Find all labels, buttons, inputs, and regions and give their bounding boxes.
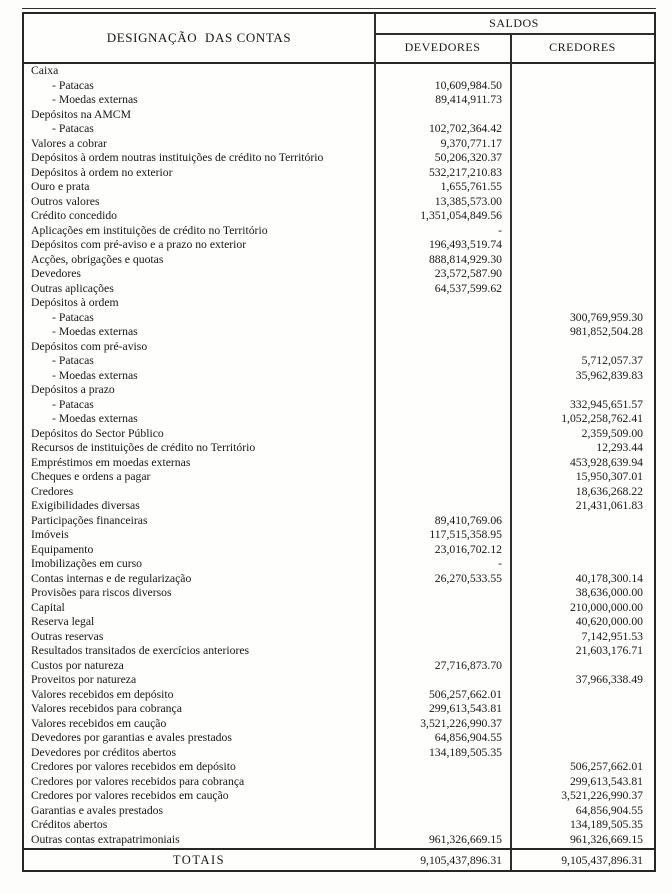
credores-value: 37,966,338.49 [575, 673, 643, 686]
credores-value: 21,603,176.71 [575, 644, 643, 657]
account-label: Outras reservas [31, 629, 104, 643]
devedores-value: 89,414,911.73 [435, 93, 502, 106]
devedores-value [374, 586, 510, 601]
devedores-value: 1,655,761.55 [440, 180, 502, 193]
table-row [24, 746, 654, 761]
credores-value [510, 340, 654, 355]
devedores-value: - [498, 223, 502, 237]
account-label: Equipamento [31, 542, 94, 556]
devedores-value: 10,609,984.50 [434, 78, 502, 92]
credores-value [510, 64, 654, 79]
credores-value: 40,620,000.00 [575, 615, 643, 628]
credores-value [510, 282, 654, 297]
account-label: Empréstimos em moedas externas [31, 455, 191, 469]
account-label: Aplicações em instituições de crédito no Território [31, 223, 268, 237]
account-label: Contas internas e de regularização [31, 571, 192, 585]
column-header-credores: CREDORES [549, 40, 616, 54]
devedores-value: 532,217,210.83 [428, 165, 502, 179]
devedores-value: 1,351,054,849.56 [420, 209, 502, 222]
devedores-value: 888,814,929.30 [428, 252, 502, 266]
credores-value [510, 209, 654, 224]
devedores-value [374, 601, 510, 616]
account-label: Garantias e avales prestados [31, 803, 164, 817]
account-label: Custos por natureza [31, 658, 124, 672]
balance-sheet-table [22, 12, 656, 872]
credores-value [510, 543, 654, 558]
account-label: Imóveis [31, 528, 69, 541]
account-label: Imobilizações em curso [31, 557, 142, 570]
table-row [24, 833, 654, 848]
column-header-designacao: DESIGNAÇÃO DAS CONTAS [106, 30, 292, 45]
account-label: - Patacas [52, 354, 94, 367]
credores-value: 453,928,639.94 [569, 455, 643, 469]
table-row [24, 557, 654, 572]
account-label: Devedores por créditos abertos [31, 745, 177, 759]
account-label: Devedores [31, 267, 81, 280]
account-label: Credores por valores recebidos para cobrança [31, 774, 245, 788]
account-label: - Patacas [52, 310, 94, 324]
devedores-value [374, 470, 510, 485]
table-row [24, 804, 654, 819]
account-label: Recursos de instituições de crédito no Território [31, 441, 256, 454]
account-label: Depósitos na AMCM [31, 107, 131, 121]
table-row [24, 456, 654, 471]
account-label: Créditos abertos [31, 818, 108, 831]
devedores-value [374, 499, 510, 514]
account-label: - Moedas externas [52, 325, 138, 338]
table-row [24, 93, 654, 108]
devedores-value [374, 644, 510, 659]
table-row [24, 760, 654, 775]
totals-credores-value: 9,105,437,896.31 [561, 853, 643, 867]
table-row [24, 122, 654, 137]
table-row [24, 151, 654, 166]
credores-value [510, 195, 654, 210]
table-row [24, 282, 654, 297]
account-label: Credores por valores recebidos em depósito [31, 760, 236, 773]
account-label: Caixa [31, 64, 59, 77]
account-label: Outros valores [31, 194, 100, 208]
account-label: Capital [31, 600, 65, 614]
devedores-value [374, 673, 510, 688]
credores-value [510, 79, 654, 94]
credores-value [510, 659, 654, 674]
account-label: Reserva legal [31, 615, 95, 628]
devedores-value [374, 818, 510, 833]
account-label: Credores por valores recebidos em caução [31, 789, 229, 802]
table-row [24, 514, 654, 529]
devedores-value [374, 369, 510, 384]
devedores-value [374, 441, 510, 456]
table-row [24, 166, 654, 181]
account-label: Depósitos com pré-aviso [31, 339, 148, 353]
devedores-value: 196,493,519.74 [428, 238, 502, 251]
credores-value [510, 224, 654, 239]
devedores-value: 961,326,669.15 [428, 832, 502, 846]
separator-designacao-devedores [374, 14, 376, 848]
account-label: Outras aplicações [31, 281, 114, 295]
table-row [24, 398, 654, 413]
table-row [24, 441, 654, 456]
devedores-value: 64,537,599.62 [434, 281, 502, 295]
table-row [24, 630, 654, 645]
table-row [24, 108, 654, 123]
credores-value [510, 383, 654, 398]
devedores-value: 27,716,873.70 [434, 658, 502, 672]
credores-value [510, 151, 654, 166]
credores-value: 18,636,268.22 [575, 484, 643, 498]
devedores-value [374, 412, 510, 427]
devedores-value: 506,257,662.01 [428, 687, 502, 701]
devedores-value: 23,016,702.12 [434, 542, 502, 556]
devedores-value: 9,370,771.17 [440, 136, 502, 150]
totals-devedores-value: 9,105,437,896.31 [420, 853, 502, 867]
totals-label: TOTAIS [172, 852, 226, 867]
account-label: Proveitos por natureza [31, 673, 137, 686]
table-body [24, 64, 654, 848]
credores-value [510, 238, 654, 253]
table-row [24, 195, 654, 210]
table-row [24, 673, 654, 688]
credores-value [510, 108, 654, 123]
outer-top-rule [22, 8, 656, 9]
devedores-value [374, 775, 510, 790]
table-row [24, 238, 654, 253]
credores-value [510, 514, 654, 529]
account-label: Valores recebidos em caução [31, 716, 167, 730]
table-row [24, 717, 654, 732]
credores-value: 12,293.44 [596, 441, 643, 454]
credores-value: 35,962,839.83 [575, 368, 643, 382]
table-row [24, 775, 654, 790]
column-header-devedores: DEVEDORES [404, 40, 481, 54]
credores-value [510, 731, 654, 746]
credores-value [510, 746, 654, 761]
table-row [24, 354, 654, 369]
devedores-value [374, 615, 510, 630]
devedores-value: 64,856,904.55 [434, 731, 502, 744]
account-label: Devedores por garantias e avales prestados [31, 731, 232, 744]
table-row [24, 267, 654, 282]
credores-value: 506,257,662.01 [569, 760, 643, 773]
table-row [24, 369, 654, 384]
account-label: Resultados transitados de exercícios anteriores [31, 644, 250, 657]
account-label: Provisões para riscos diversos [31, 586, 172, 599]
table-row [24, 499, 654, 514]
devedores-value [374, 296, 510, 311]
credores-value [510, 528, 654, 543]
devedores-value: 117,515,358.95 [429, 528, 502, 541]
account-label: - Patacas [52, 78, 94, 92]
credores-value [510, 166, 654, 181]
credores-value [510, 296, 654, 311]
table-row [24, 325, 654, 340]
credores-value: 332,945,651.57 [569, 397, 643, 411]
credores-value [510, 180, 654, 195]
table-row [24, 209, 654, 224]
credores-value: 3,521,226,990.37 [561, 789, 643, 802]
devedores-value: 134,189,505.35 [428, 745, 502, 759]
account-label: Depósitos à ordem no exterior [31, 165, 173, 179]
account-label: - Moedas externas [52, 368, 138, 382]
account-label: - Patacas [52, 122, 94, 135]
devedores-value: 3,521,226,990.37 [420, 716, 502, 730]
table-row [24, 470, 654, 485]
account-label: Depósitos do Sector Público [31, 426, 164, 440]
account-label: Cheques e ordens a pagar [31, 470, 151, 483]
devedores-value: - [498, 557, 502, 570]
table-row [24, 79, 654, 94]
devedores-value: 102,702,364.42 [428, 122, 502, 135]
table-row [24, 427, 654, 442]
account-label: - Patacas [52, 397, 94, 411]
table-row [24, 64, 654, 79]
credores-value [510, 93, 654, 108]
table-row [24, 543, 654, 558]
table-row [24, 340, 654, 355]
table-row [24, 818, 654, 833]
credores-value: 64,856,904.55 [575, 803, 643, 817]
account-label: Valores a cobrar [31, 136, 107, 150]
credores-value: 5,712,057.37 [581, 354, 643, 367]
devedores-value [374, 354, 510, 369]
table-row [24, 311, 654, 326]
devedores-value [374, 64, 510, 79]
devedores-value [374, 108, 510, 123]
credores-value: 1,052,258,762.41 [561, 412, 643, 425]
devedores-value [374, 760, 510, 775]
credores-value [510, 267, 654, 282]
account-label: - Moedas externas [52, 93, 138, 106]
devedores-value [374, 311, 510, 326]
table-row [24, 224, 654, 239]
separator-devedores-credores [510, 33, 512, 870]
devedores-value [374, 789, 510, 804]
credores-value [510, 557, 654, 572]
table-row [24, 528, 654, 543]
account-label: Ouro e prata [31, 180, 90, 193]
totals-row [24, 850, 654, 870]
credores-value: 15,950,307.01 [575, 470, 643, 483]
devedores-value [374, 398, 510, 413]
table-row [24, 789, 654, 804]
devedores-value [374, 804, 510, 819]
table-row [24, 586, 654, 601]
table-row [24, 688, 654, 703]
account-label: Acções, obrigações e quotas [31, 252, 164, 266]
column-header-saldos: SALDOS [489, 16, 539, 30]
devedores-value: 23,572,587.90 [434, 267, 502, 280]
account-label: Depósitos à ordem [31, 296, 119, 309]
table-row [24, 137, 654, 152]
devedores-value: 26,270,533.55 [434, 571, 502, 585]
table-row [24, 601, 654, 616]
table-row [24, 702, 654, 717]
credores-value: 210,000,000.00 [569, 600, 643, 614]
credores-value [510, 253, 654, 268]
table-row [24, 296, 654, 311]
account-label: Crédito concedido [31, 209, 118, 222]
account-label: Depósitos a prazo [31, 383, 115, 396]
devedores-value [374, 485, 510, 500]
table-row [24, 572, 654, 587]
devedores-value [374, 456, 510, 471]
credores-value: 981,852,504.28 [569, 325, 643, 338]
account-label: Valores recebidos em depósito [31, 687, 174, 701]
devedores-value [374, 630, 510, 645]
credores-value: 38,636,000.00 [575, 586, 643, 599]
credores-value: 40,178,300.14 [575, 571, 643, 585]
credores-value: 134,189,505.35 [569, 818, 643, 831]
table-row [24, 383, 654, 398]
table-row [24, 253, 654, 268]
table-row [24, 485, 654, 500]
account-label: Credores [31, 484, 74, 498]
table-row [24, 659, 654, 674]
account-label: Exigibilidades diversas [31, 499, 140, 512]
account-label: Valores recebidos para cobrança [31, 702, 182, 715]
credores-value: 2,359,509.00 [581, 426, 643, 440]
credores-value [510, 122, 654, 137]
devedores-value: 50,206,320.37 [434, 151, 502, 164]
devedores-value: 13,385,573.00 [434, 194, 502, 208]
devedores-value: 299,613,543.81 [428, 702, 502, 715]
table-row [24, 644, 654, 659]
table-row [24, 412, 654, 427]
devedores-value [374, 340, 510, 355]
credores-value [510, 137, 654, 152]
devedores-value [374, 427, 510, 442]
credores-value [510, 717, 654, 732]
account-label: Depósitos à ordem noutras instituições de crédito no Território [31, 151, 324, 164]
credores-value: 300,769,959.30 [569, 310, 643, 324]
account-label: Depósitos com pré-aviso e a prazo no exterior [31, 238, 247, 251]
account-label: Participações financeiras [31, 513, 148, 527]
account-label: - Moedas externas [52, 412, 138, 425]
devedores-value: 89,410,769.06 [434, 513, 502, 527]
devedores-value [374, 383, 510, 398]
credores-value: 961,326,669.15 [569, 832, 643, 846]
credores-value: 21,431,061.83 [575, 499, 643, 512]
table-row [24, 615, 654, 630]
table-row [24, 731, 654, 746]
credores-value: 299,613,543.81 [569, 774, 643, 788]
credores-value [510, 688, 654, 703]
credores-value: 7,142,951.53 [581, 629, 643, 643]
devedores-value [374, 325, 510, 340]
credores-value [510, 702, 654, 717]
account-label: Outras contas extrapatrimoniais [31, 832, 180, 846]
table-row [24, 180, 654, 195]
